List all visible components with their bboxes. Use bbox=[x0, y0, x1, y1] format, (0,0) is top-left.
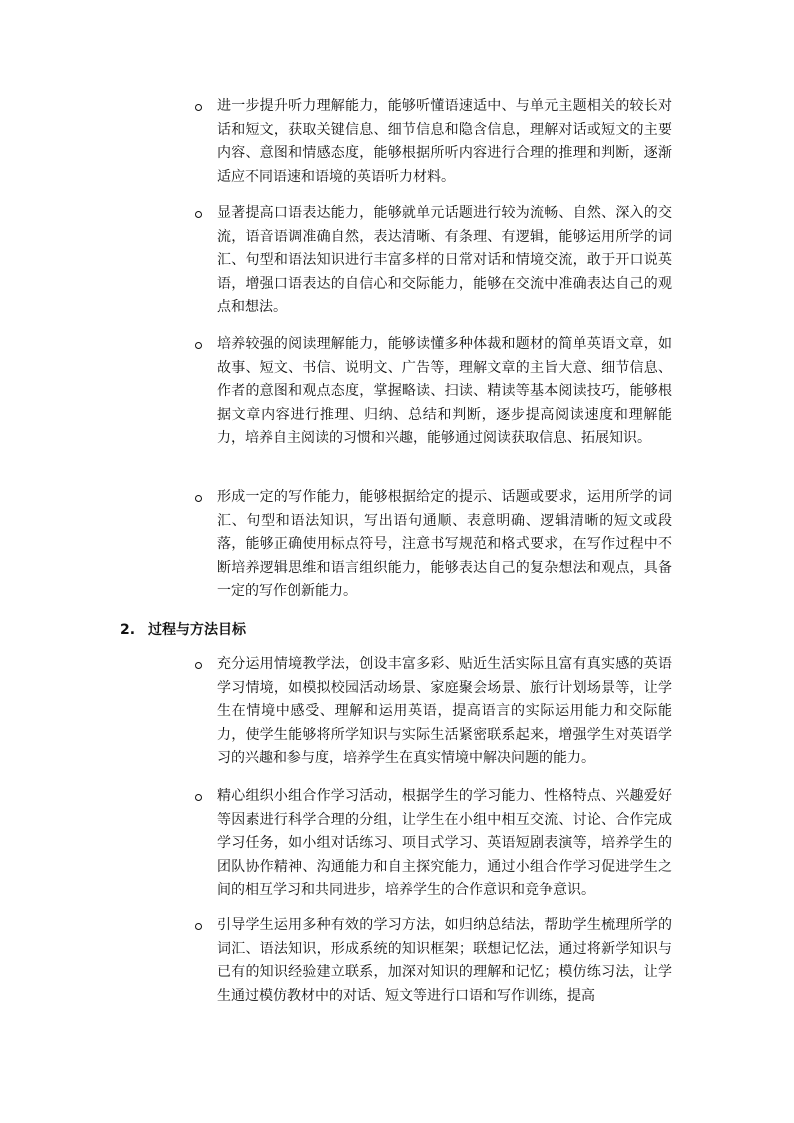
hollow-bullet-icon bbox=[195, 104, 202, 111]
hollow-bullet-icon bbox=[195, 342, 202, 349]
list-item bbox=[217, 653, 672, 771]
hollow-bullet-icon bbox=[195, 923, 202, 930]
list-item-text: 进一步提升听力理解能力，能够听懂语速适中、与单元主题相关的较长对话和短文，获取关键信息、细节信息和隐含信息，理解对话或短文的主要内容、意图和情感态度，能够根据所听内容进行合理的推理和判断，逐渐适应不同语速和语境的英语听力材料。 bbox=[217, 98, 672, 185]
list-item-text: 培养较强的阅读理解能力，能够读懂多种体裁和题材的简单英语文章，如故事、短文、书信、说明文、广告等，理解文章的主旨大意、细节信息、作者的意图和观点态度，掌握略读、扫读、精读等基本阅读技巧，能够根据文章内容进行推理、归纳、总结和判断，逐步提高阅读速度和理解能力，培养自主阅读的习惯和兴趣，能够通过阅读获取信息、拓展知识。 bbox=[217, 336, 672, 447]
list-item bbox=[217, 486, 672, 604]
list-item-text: 引导学生运用多种有效的学习方法，如归纳总结法，帮助学生梳理所学的词汇、语法知识，形成系统的知识框架；联想记忆法，通过将新学知识与已有的知识经验建立联系，加深对知识的理解和记忆；模仿练习法，让学生通过模仿教材中的对话、短文等进行口语和写作训练，提高 bbox=[217, 917, 672, 1004]
list-item bbox=[217, 914, 672, 1008]
hollow-bullet-icon bbox=[195, 211, 202, 218]
list-item-text: 充分运用情境教学法，创设丰富多彩、贴近生活实际且富有真实感的英语学习情境，如模拟校园活动场景、家庭聚会场景、旅行计划场景等，让学生在情境中感受、理解和运用英语，提高语言的实际运用能力和交际能力，使学生能够将所学知识与实际生活紧密联系起来，增强学生对英语学习的兴趣和参与度，培养学生在真实情境中解决问题的能力。 bbox=[217, 656, 672, 767]
hollow-bullet-icon bbox=[195, 495, 202, 502]
list-item-text: 显著提高口语表达能力，能够就单元话题进行较为流畅、自然、深入的交流，语音语调准确自然，表达清晰、有条理、有逻辑，能够运用所学的词汇、句型和语法知识进行丰富多样的日常对话和情境交流，敢于开口说英语，增强口语表达的自信心和交际能力，能够在交流中准确表达自己的观点和想法。 bbox=[217, 205, 672, 316]
list-item bbox=[217, 202, 672, 320]
list-item-text: 精心组织小组合作学习活动，根据学生的学习能力、性格特点、兴趣爱好等因素进行科学合理的分组，让学生在小组中相互交流、讨论、合作完成学习任务，如小组对话练习、项目式学习、英语短剧表演等，培养学生的团队协作精神、沟通能力和自主探究能力，通过小组合作学习促进学生之间的相互学习和共同进步，培养学生的合作意识和竞争意识。 bbox=[217, 788, 672, 899]
list-item bbox=[217, 333, 672, 451]
hollow-bullet-icon bbox=[195, 794, 202, 801]
section-heading bbox=[120, 619, 246, 643]
list-item-text: 形成一定的写作能力，能够根据给定的提示、话题或要求，运用所学的词汇、句型和语法知识，写出语句通顺、表意明确、逻辑清晰的短文或段落，能够正确使用标点符号，注意书写规范和格式要求，在写作过程中不断培养逻辑思维和语言组织能力，能够表达自己的复杂想法和观点，具备一定的写作创新能力。 bbox=[217, 489, 672, 600]
section-number: 2. bbox=[120, 622, 136, 638]
hollow-bullet-icon bbox=[195, 662, 202, 669]
section-title: 过程与方法目标 bbox=[148, 622, 246, 638]
list-item bbox=[217, 785, 672, 903]
list-item bbox=[217, 95, 672, 189]
